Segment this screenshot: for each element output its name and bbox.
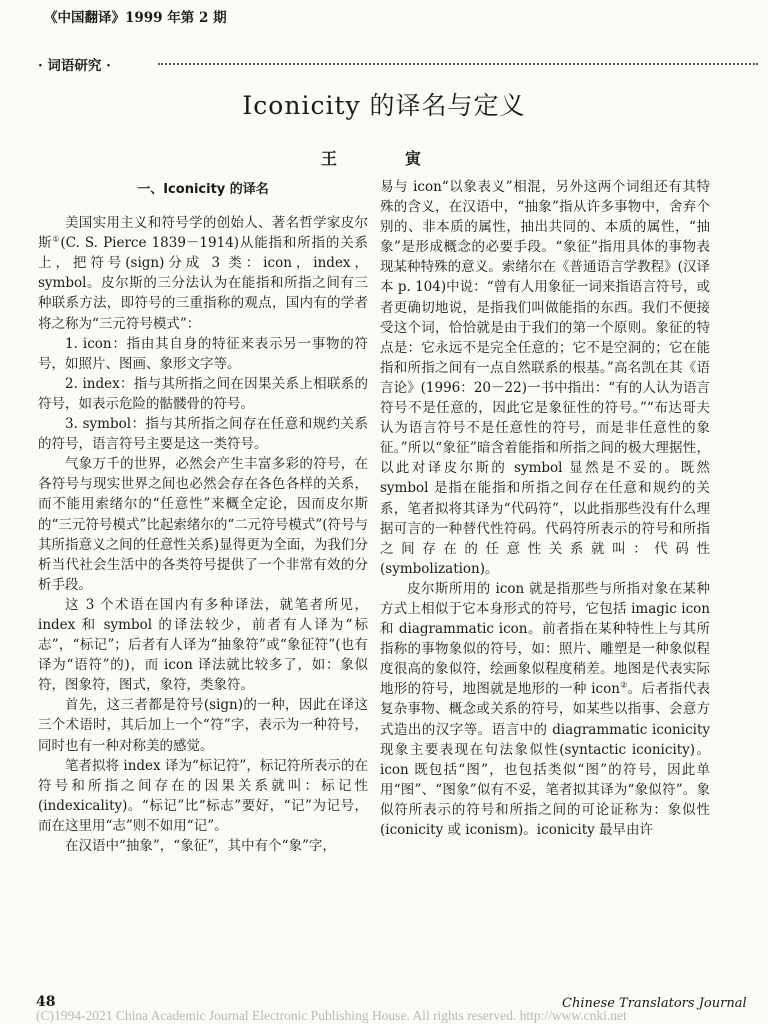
section-label: · 词语研究 ·	[38, 58, 111, 74]
running-head: 《中国翻译》1999 年第 2 期	[44, 10, 227, 26]
decorative-rule	[158, 63, 758, 65]
paragraph: 气象万千的世界，必然会产生丰富多彩的符号，在各符号与现实世界之间也必然会存在各色各样的关系，而不能用索绪尔的“任意性”来概全定论，因而皮尔斯的“三元符号模式”比起索绪尔的“二元符号模式”(符号与其所指意义之间的任意性关系)显得更为全面，为我们分析当代社会生活中的各类符号提供了一个非常有效的分析手段。	[38, 456, 368, 593]
copyright-notice: (C)1994-2021 China Academic Journal Electronic Publishing House. All rights reserved. http://www.cnki.net	[36, 1008, 627, 1023]
left-column	[38, 180, 368, 856]
paragraph-text: (C. S. Pierce 1839－1914)从能指和所指的关系上，把符号(sign)分成 3 类：icon，index，symbol。皮尔斯的三分法认为在能指和所指之间有三种联系方法，即符号的三重指称的观点，国内有的学者将之称为“三元符号模式”：	[38, 235, 369, 332]
section-header	[38, 54, 738, 74]
page-number: 48	[36, 994, 56, 1010]
paragraph-text: 。后者指代表复杂事物、概念或关系的符号，如某些以指事、会意方式造出的汉字等。语言中的 diagrammatic iconicity 现象主要表现在句法象似性(syntactic iconicity)。icon 既包括“图”，也包括类似“图”的符号，因此单用“图”、“图象”似有不妥，笔者拟其译为“象似符”。象似符所表示的符号和所指之间的可论证称为：象似性(iconicity 或 iconism)。iconicity 最早由许	[380, 681, 711, 838]
paragraph-text: 美国实用主义和符号学的创始人、著名哲学家皮尔斯	[38, 215, 368, 252]
paragraph	[380, 579, 710, 840]
paragraph: 在汉语中“抽象”，“象征”，其中有个“象”字，	[65, 838, 336, 854]
paragraph: 易与 icon“以象表义”相混，另外这两个词组还有其特殊的含义，在汉语中，“抽象”指从许多事物中，舍弃个别的、非本质的属性，抽出共同的、本质的属性，“抽象”是形成概念的必要手段。“象征”指用具体的事物表现某种特殊的意义。索绪尔在《普通语言学教程》(汉译本 p. 104)中说：“曾有人用象征一词来指语言符号，或者更确切地说，是指我们叫做能指的东西。我们不便接受这个词，恰恰就是由于我们的第一个原则。象征的特点是：它永远不是完全任意的；它不是空洞的；它在能指和所指之间有一点自然联系的根基。”高名凯在其《语言论》(1996：20－22)一书中指出：“有的人认为语言符号不是任意的，因此它是象征性的符号。”“布达哥夫认为语言符号不是任意性的符号，而是非任意性的象征。”所以“象征”暗含着能指和所指之间的极大理据性，以此对译皮尔斯的 symbol 显然是不妥的。既然 symbol 是指在能指和所指之间存在任意和规约的关系，笔者拟将其译为“代码符”，以此指那些没有什么理据可言的一种替代性符码。代码符所表示的符号和所指之间存在的任意性关系就叫：代码性(symbolization)。	[380, 179, 710, 577]
article-title: Iconicity 的译名与定义	[242, 91, 526, 120]
paragraph-text: 皮尔斯所用的 icon 就是指那些与所指对象在某种方式上相似于它本身形式的符号，它包括 imagic icon 和 diagrammatic icon。前者指在某种特性上与其所指称的事物象似的符号，如：照片、雕塑是一种象似程度很高的象似符，绘画象似程度稍差。地图是代表实际地形的符号，地图就是地形的一种 icon	[380, 580, 710, 698]
footnote-marker: ①	[52, 234, 61, 244]
paragraph: 这 3 个术语在国内有多种译法，就笔者所见，index 和 symbol 的译法较少，前者有人译为“标志”，“标记”；后者有人译为“抽象符”或“象征符”(也有译为“语符”的)，而 icon 译法就比较多了，如：象似符，图象符，图式，象符，类象符。	[38, 596, 368, 694]
right-column	[380, 177, 710, 840]
paragraph	[38, 213, 368, 334]
journal-name: Chinese Translators Journal	[562, 996, 747, 1011]
paragraph: 首先，这三者都是符号(sign)的一种，因此在译这三个术语时，其后加上一个“符”字，表示为一种符号，同时也有一种对称美的感觉。	[38, 697, 368, 754]
section-subheading: 一、Iconicity 的译名	[137, 182, 269, 197]
paragraph: 1. icon：指由其自身的特征来表示另一事物的符号，如照片、图画、象形文字等。	[38, 335, 368, 372]
paragraph: 2. index：指与其所指之间在因果关系上相联系的符号，如表示危险的骷髅骨的符号。	[38, 375, 368, 412]
paragraph: 3. symbol：指与其所指之间存在任意和规约关系的符号，语言符号主要是这一类符号。	[38, 416, 368, 453]
paragraph: 笔者拟将 index 译为“标记符”，标记符所表示的在符号和所指之间存在的因果关系就叫：标记性(indexicality)。“标记”比“标志”要好，“记”为记号，而在这里用“志”则不如用“记”。	[38, 757, 368, 834]
footnote-marker: ②	[619, 680, 628, 690]
author-name: 王 寅	[320, 149, 447, 168]
